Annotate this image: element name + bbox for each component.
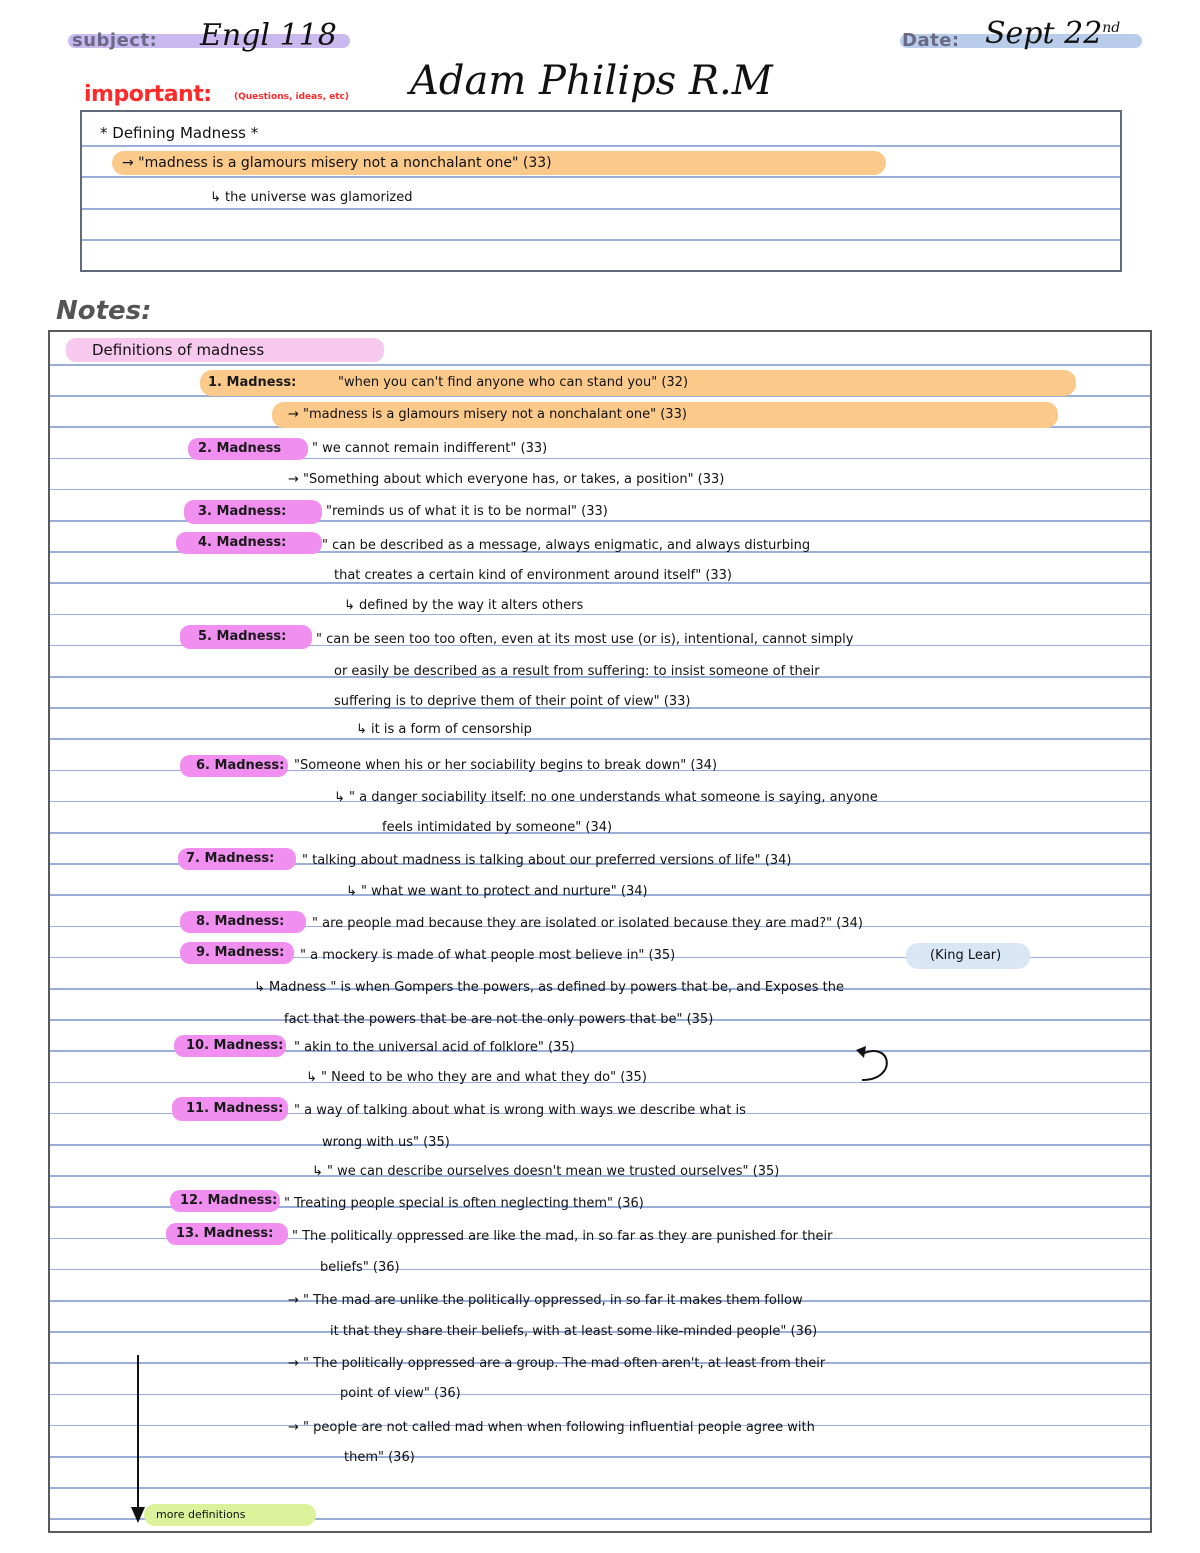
def9b-text: ↳ Madness " is when Gompers the powers, as defined by powers that be, and Exposes the (254, 980, 844, 995)
def2-label: 2. Madness (198, 441, 282, 456)
def6-text: "Someone when his or her sociability begins to break down" (34) (294, 758, 718, 773)
important-sublabel: (Questions, ideas, etc) (234, 92, 349, 102)
def7-text: " talking about madness is talking about our preferred versions of life" (34) (302, 853, 792, 868)
def4b-text: that creates a certain kind of environment around itself" (33) (334, 568, 732, 583)
important-label: important: (84, 82, 212, 107)
ruled-line (50, 1394, 1150, 1396)
def8-text: " are people mad because they are isolated or isolated because they are mad?" (34) (312, 916, 863, 931)
date-value: Sept 22nd (985, 16, 1121, 51)
def13c-text: → " The mad are unlike the politically oppressed, in so far it makes them follow (288, 1293, 803, 1308)
def10-text: " akin to the universal acid of folklore" (35) (294, 1040, 575, 1055)
def12-text: " Treating people special is often neglecting them" (36) (284, 1196, 644, 1211)
def11-label: 11. Madness: (186, 1101, 284, 1116)
def13f-text: point of view" (36) (340, 1386, 461, 1401)
def13e-text: → " The politically oppressed are a group. The mad often aren't, at least from their (288, 1356, 826, 1371)
author-title: Adam Philips R.M (410, 58, 773, 104)
more-definitions-tag: more definitions (156, 1508, 246, 1521)
notes-heading: Definitions of madness (92, 341, 265, 359)
def6b-text: ↳ " a danger sociability itself: no one understands what someone is saying, anyone (334, 790, 878, 805)
subject-value: Engl 118 (200, 18, 337, 53)
def13-text: " The politically oppressed are like the mad, in so far as they are punished for their (292, 1229, 833, 1244)
ruled-line (50, 489, 1150, 491)
def13g-text: → " people are not called mad when when following influential people agree with (288, 1420, 815, 1435)
def13h-text: them" (36) (344, 1450, 415, 1465)
def1-text: "when you can't find anyone who can stand you" (32) (338, 375, 689, 390)
def7-label: 7. Madness: (186, 851, 275, 866)
subject-label: subject: (72, 30, 158, 51)
def4c-text: ↳ defined by the way it alters others (344, 598, 584, 613)
ruled-line (50, 1456, 1150, 1458)
def5-label: 5. Madness: (198, 629, 287, 644)
def9c-text: fact that the powers that be are not the only powers that be" (35) (284, 1012, 714, 1027)
ruled-line (50, 1269, 1150, 1271)
def5b-text: or easily be described as a result from suffering: to insist someone of their (334, 664, 820, 679)
def3-label: 3. Madness: (198, 504, 287, 519)
def5c-text: suffering is to deprive them of their point of view" (33) (334, 694, 691, 709)
def3-text: "reminds us of what it is to be normal" (33) (326, 504, 608, 519)
def9-text: " a mockery is made of what people most believe in" (35) (300, 948, 676, 963)
important-line-3: ↳ the universe was glamorized (210, 190, 413, 205)
def12-label: 12. Madness: (180, 1193, 278, 1208)
important-line-2: → "madness is a glamours misery not a nonchalant one" (33) (122, 155, 552, 171)
ruled-line (50, 1144, 1150, 1146)
ruled-line (50, 364, 1150, 366)
down-arrow-icon (128, 1355, 148, 1525)
ruled-line (50, 1487, 1150, 1489)
def9-note: (King Lear) (930, 948, 1002, 963)
def5-text: " can be seen too too often, even at its most use (or is), intentional, cannot simply (316, 632, 854, 647)
def6-label: 6. Madness: (196, 758, 285, 773)
def4-label: 4. Madness: (198, 535, 287, 550)
def11c-text: ↳ " we can describe ourselves doesn't mean we trusted ourselves" (35) (312, 1164, 780, 1179)
def11b-text: wrong with us" (35) (322, 1135, 450, 1150)
def2-text: " we cannot remain indifferent" (33) (312, 441, 548, 456)
def4-text: " can be described as a message, always enigmatic, and always disturbing (322, 538, 811, 553)
def1-label: 1. Madness: (208, 375, 297, 390)
def7b-text: ↳ " what we want to protect and nurture" (34) (346, 884, 648, 899)
notes-title: Notes: (56, 296, 152, 326)
def11-text: " a way of talking about what is wrong with ways we describe what is (294, 1103, 746, 1118)
curved-arrow-icon (852, 1040, 902, 1088)
def1b-text: → "madness is a glamours misery not a nonchalant one" (33) (288, 407, 687, 422)
date-label: Date: (902, 30, 960, 51)
def13-label: 13. Madness: (176, 1226, 274, 1241)
def2b-text: → "Something about which everyone has, or takes, a position" (33) (288, 472, 725, 487)
def13d-text: it that they share their beliefs, with at least some like-minded people" (36) (330, 1324, 818, 1339)
def9-label: 9. Madness: (196, 945, 285, 960)
ruled-line (50, 614, 1150, 616)
important-line-1: * Defining Madness * (100, 124, 259, 142)
def10-label: 10. Madness: (186, 1038, 284, 1053)
def10b-text: ↳ " Need to be who they are and what they do" (35) (306, 1070, 647, 1085)
def5d-text: ↳ it is a form of censorship (356, 722, 532, 737)
def13b-text: beliefs" (36) (320, 1260, 400, 1275)
def8-label: 8. Madness: (196, 914, 285, 929)
ruled-line (50, 738, 1150, 740)
def6c-text: feels intimidated by someone" (34) (382, 820, 613, 835)
